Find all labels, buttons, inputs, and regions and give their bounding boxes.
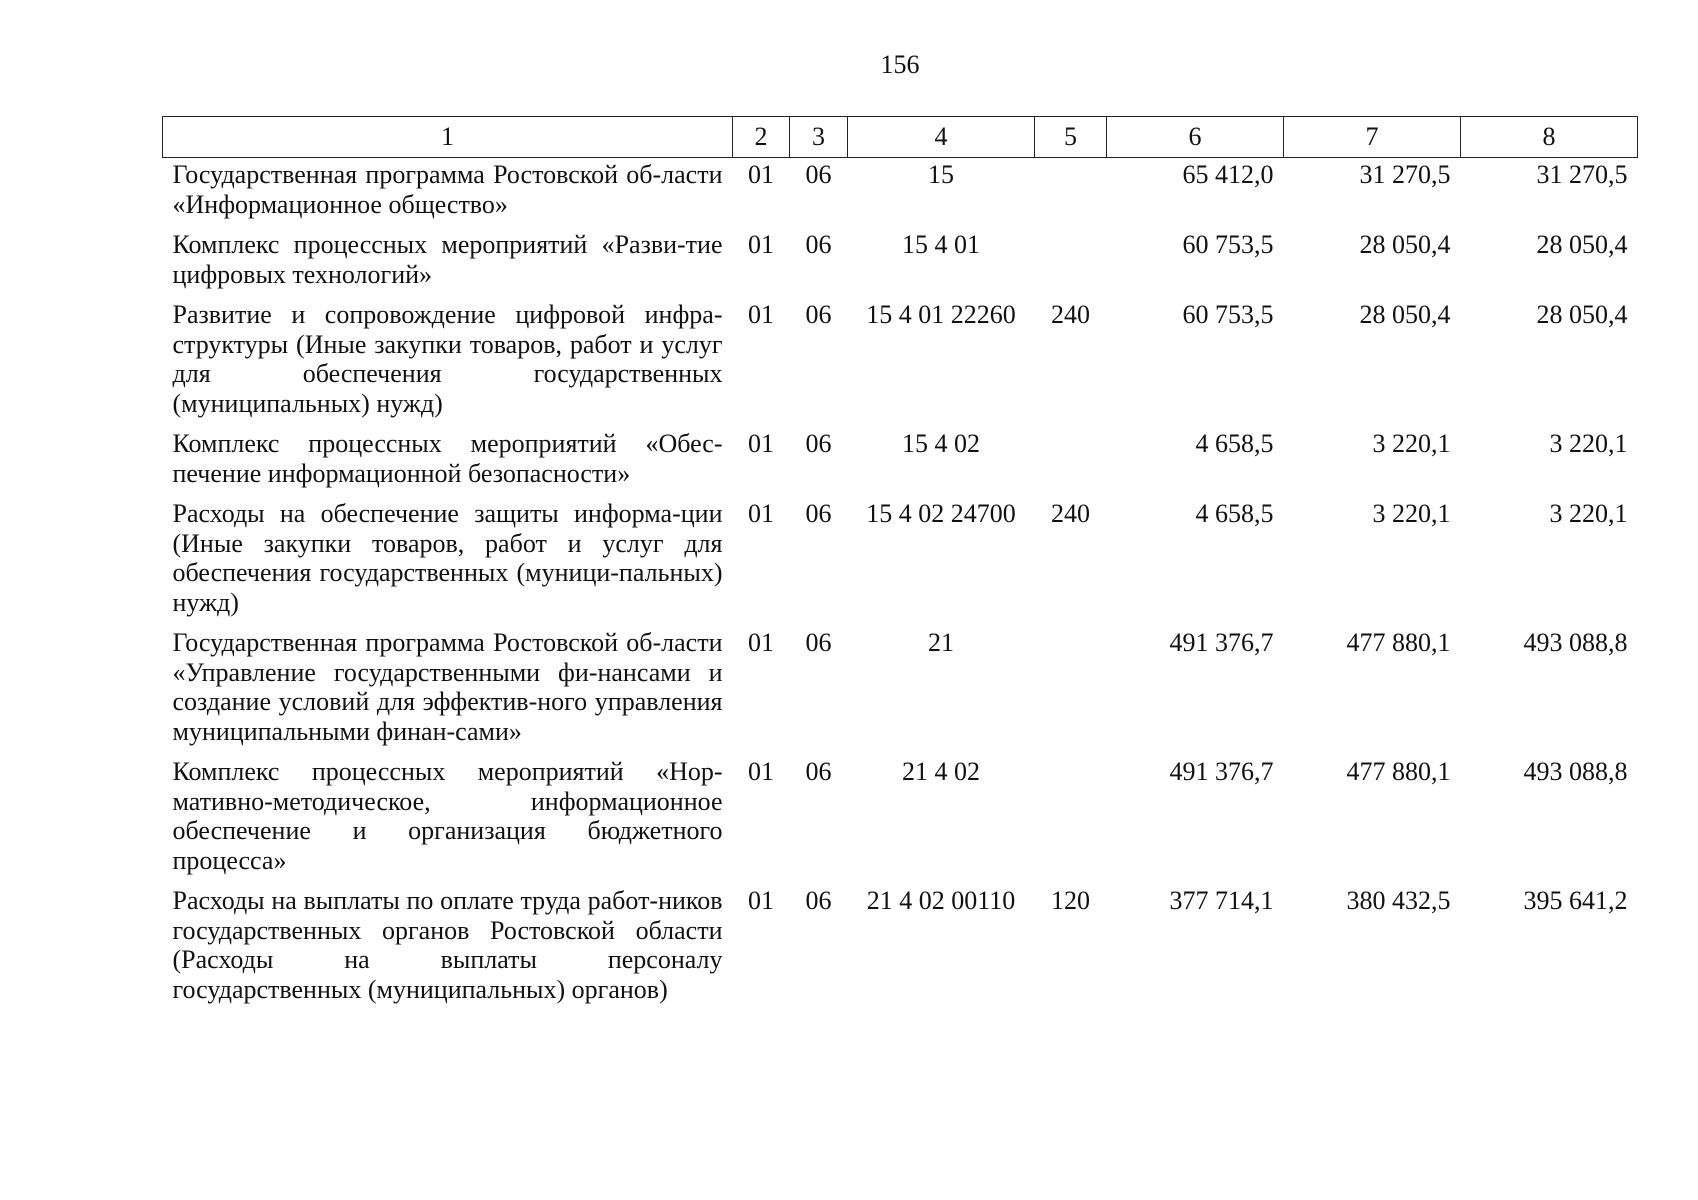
row-subsection: 06 <box>805 230 832 259</box>
row-amount-col6: 491 376,7 <box>1169 757 1274 786</box>
row-subsection: 06 <box>805 429 832 458</box>
header-col-2: 2 <box>733 117 790 158</box>
row-amount-col7: 477 880,1 <box>1346 628 1451 657</box>
row-amount-col7: 380 432,5 <box>1346 886 1451 915</box>
row-name: Расходы на обеспечение защиты информа-ции (Иные закупки товаров, работ и услуг для обеспечения государственных (муници-пальных) нужд) <box>172 499 723 617</box>
row-name: Комплекс процессных мероприятий «Обес-печение информационной безопасности» <box>172 429 723 488</box>
table-row <box>163 628 1638 757</box>
row-target-code: 15 4 01 22260 <box>866 300 1016 329</box>
row-amount-col7: 31 270,5 <box>1359 160 1451 189</box>
row-amount-col8: 395 641,2 <box>1523 886 1628 915</box>
header-row <box>163 117 1638 158</box>
header-col-6: 6 <box>1107 117 1284 158</box>
table-row <box>163 429 1638 499</box>
budget-table <box>162 116 1638 1015</box>
row-target-code: 21 4 02 00110 <box>866 886 1016 915</box>
row-expense-type: 240 <box>1051 499 1090 528</box>
row-expense-type <box>1035 628 1107 757</box>
table-row <box>163 300 1638 429</box>
row-amount-col8: 28 050,4 <box>1536 300 1628 329</box>
row-amount-col7: 3 220,1 <box>1372 429 1451 458</box>
row-section: 01 <box>748 230 774 259</box>
row-target-code: 21 4 02 <box>902 757 980 786</box>
table-row <box>163 158 1638 231</box>
header-col-1: 1 <box>163 117 733 158</box>
row-subsection: 06 <box>805 160 832 189</box>
row-name: Комплекс процессных мероприятий «Разви-тие цифровых технологий» <box>172 230 723 289</box>
row-section: 01 <box>748 499 774 528</box>
row-expense-type <box>1035 429 1107 499</box>
row-subsection: 06 <box>805 757 832 786</box>
row-subsection: 06 <box>805 628 832 657</box>
row-amount-col6: 60 753,5 <box>1182 230 1274 259</box>
table-row <box>163 757 1638 886</box>
row-amount-col8: 3 220,1 <box>1549 429 1628 458</box>
row-amount-col8: 493 088,8 <box>1523 628 1628 657</box>
row-amount-col8: 3 220,1 <box>1549 499 1628 528</box>
row-subsection: 06 <box>805 300 832 329</box>
row-section: 01 <box>748 886 774 915</box>
row-amount-col6: 491 376,7 <box>1169 628 1274 657</box>
header-col-8: 8 <box>1461 117 1638 158</box>
row-target-code: 15 4 02 24700 <box>866 499 1016 528</box>
row-amount-col8: 493 088,8 <box>1523 757 1628 786</box>
row-section: 01 <box>748 429 774 458</box>
row-expense-type: 120 <box>1051 886 1090 915</box>
row-amount-col7: 3 220,1 <box>1372 499 1451 528</box>
row-expense-type <box>1035 230 1107 300</box>
header-col-7: 7 <box>1284 117 1461 158</box>
row-target-code: 21 <box>928 628 954 657</box>
header-col-4: 4 <box>848 117 1035 158</box>
row-expense-type <box>1035 158 1107 231</box>
row-amount-col6: 4 658,5 <box>1195 429 1274 458</box>
row-amount-col6: 65 412,0 <box>1182 160 1274 189</box>
row-amount-col6: 377 714,1 <box>1169 886 1274 915</box>
table-row <box>163 886 1638 1015</box>
row-target-code: 15 4 02 <box>902 429 980 458</box>
row-amount-col7: 28 050,4 <box>1359 300 1451 329</box>
row-section: 01 <box>748 160 774 189</box>
page-number: 156 <box>880 50 920 79</box>
row-name: Комплекс процессных мероприятий «Нор-мативно-методическое, информационное обеспечение и организация бюджетного процесса» <box>172 757 723 875</box>
row-amount-col8: 28 050,4 <box>1536 230 1628 259</box>
row-name: Государственная программа Ростовской об-ласти «Управление государственными фи-нансами и создание условий для эффектив-ного управления муниципальными финан-сами» <box>172 628 723 746</box>
row-amount-col6: 4 658,5 <box>1195 499 1274 528</box>
row-amount-col6: 60 753,5 <box>1182 300 1274 329</box>
row-subsection: 06 <box>805 499 832 528</box>
row-name: Государственная программа Ростовской об-ласти «Информационное общество» <box>172 160 723 219</box>
row-amount-col7: 28 050,4 <box>1359 230 1451 259</box>
row-expense-type <box>1035 757 1107 886</box>
row-target-code: 15 <box>928 160 954 189</box>
row-section: 01 <box>748 300 774 329</box>
row-section: 01 <box>748 757 774 786</box>
row-section: 01 <box>748 628 774 657</box>
row-expense-type: 240 <box>1051 300 1090 329</box>
row-target-code: 15 4 01 <box>902 230 980 259</box>
row-amount-col7: 477 880,1 <box>1346 757 1451 786</box>
header-col-3: 3 <box>790 117 848 158</box>
header-col-5: 5 <box>1035 117 1107 158</box>
table-row <box>163 499 1638 628</box>
row-name: Развитие и сопровождение цифровой инфра-структуры (Иные закупки товаров, работ и услуг для обеспечения государственных (муниципальных) нужд) <box>172 300 723 418</box>
row-subsection: 06 <box>805 886 832 915</box>
table-row <box>163 230 1638 300</box>
row-amount-col8: 31 270,5 <box>1536 160 1628 189</box>
row-name: Расходы на выплаты по оплате труда работ-ников государственных органов Ростовской области (Расходы на выплаты персоналу государственных (муниципальных) органов) <box>172 886 723 1004</box>
